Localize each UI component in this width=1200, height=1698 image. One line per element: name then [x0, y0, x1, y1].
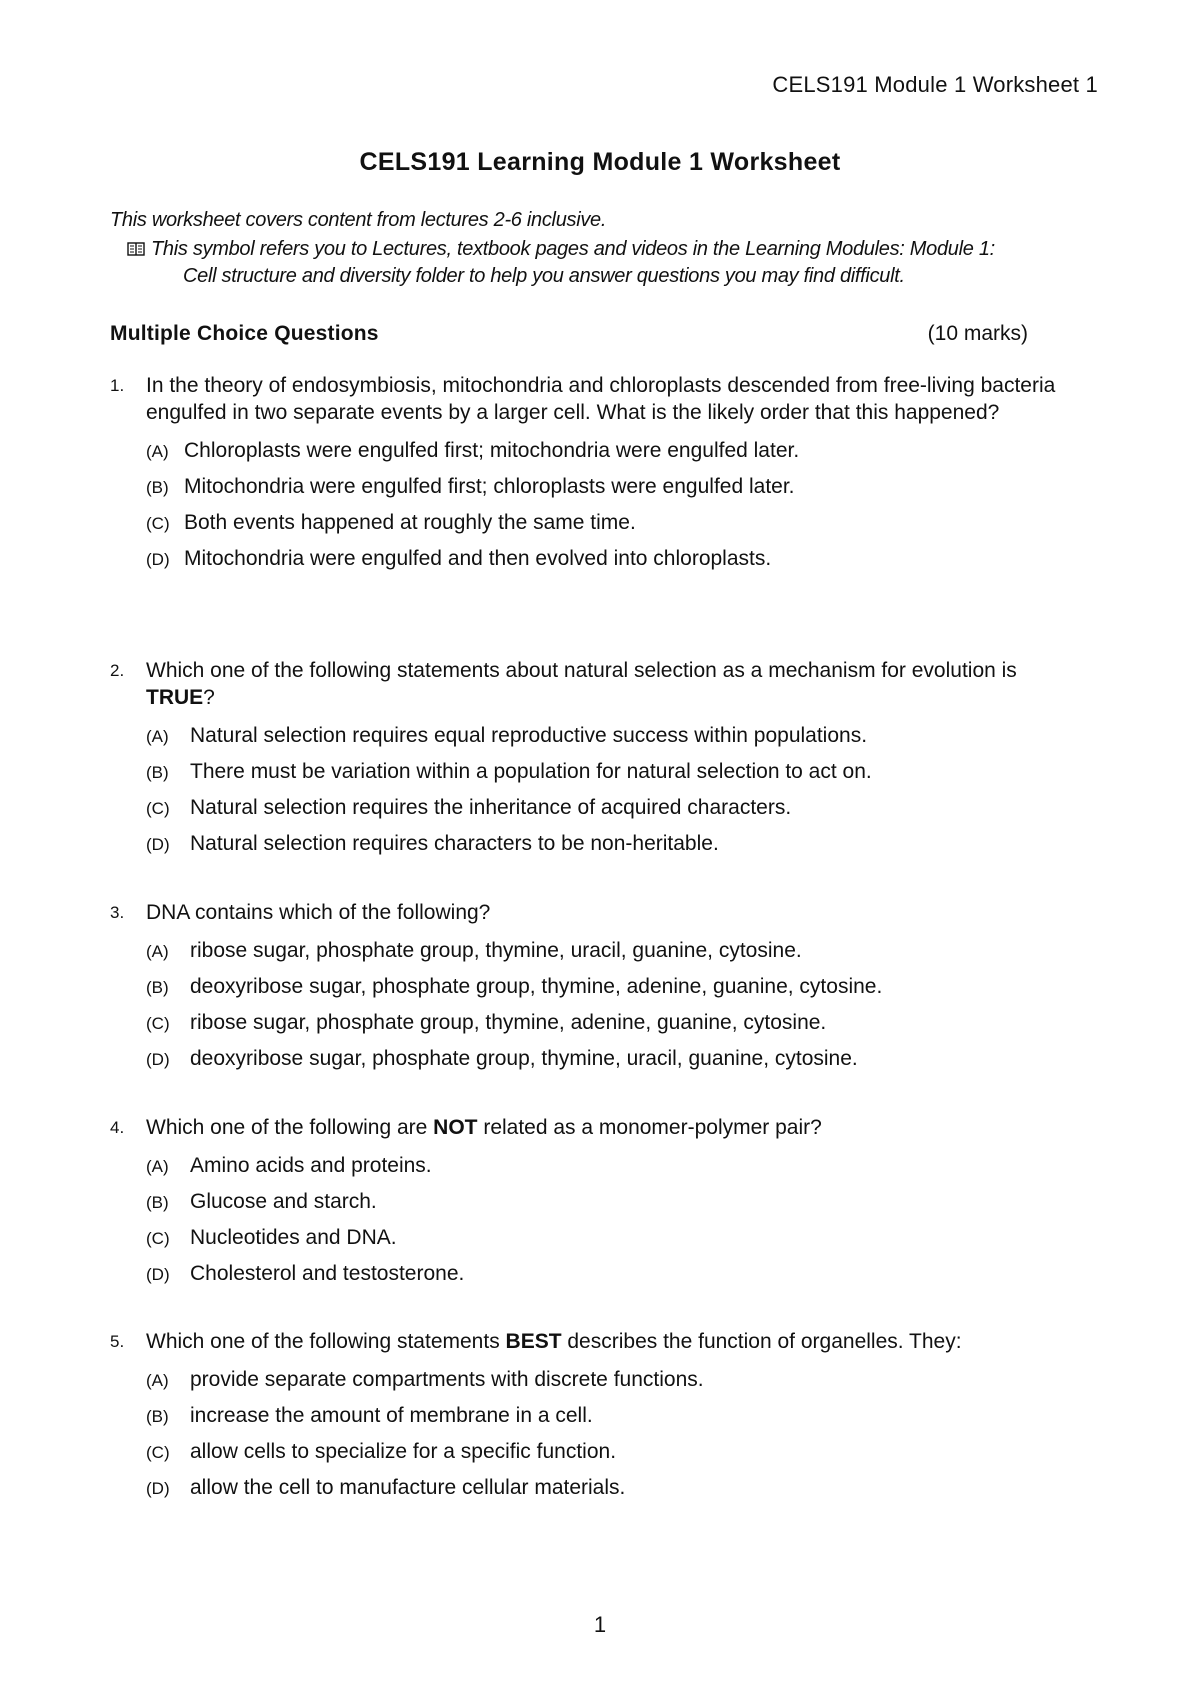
option-letter: (A): [146, 442, 169, 461]
question-1: [110, 372, 1090, 581]
option-text: Glucose and starch.: [190, 1190, 377, 1213]
book-icon: [127, 241, 145, 257]
question-3: [110, 899, 1090, 1081]
option-letter: (D): [146, 1265, 170, 1284]
option-letter: (C): [146, 1443, 170, 1462]
option-letter: (C): [146, 1014, 170, 1033]
answer-option-d[interactable]: [146, 1474, 1090, 1510]
answer-option-c[interactable]: [146, 509, 1090, 545]
answer-options: [110, 437, 1090, 581]
answer-option-d[interactable]: [146, 1260, 1090, 1296]
option-text: Cholesterol and testosterone.: [190, 1262, 465, 1285]
answer-option-c[interactable]: [146, 794, 1090, 830]
symbol-note-text-1: This symbol refers you to Lectures, textbook pages and videos in the Learning Modules: Module 1:: [151, 238, 995, 260]
intro-text: This worksheet covers content from lectures 2-6 inclusive.: [110, 209, 607, 231]
question-number: 3.: [110, 903, 125, 922]
option-text: increase the amount of membrane in a cell.: [190, 1404, 593, 1427]
option-letter: (B): [146, 1193, 169, 1212]
answer-option-a[interactable]: [146, 437, 1090, 473]
option-text: Amino acids and proteins.: [190, 1154, 432, 1177]
answer-option-b[interactable]: [146, 1188, 1090, 1224]
answer-option-a[interactable]: [146, 937, 1090, 973]
answer-option-b[interactable]: [146, 973, 1090, 1009]
question-emphasis: NOT: [433, 1116, 478, 1139]
answer-option-d[interactable]: [146, 830, 1090, 866]
option-text: Chloroplasts were engulfed first; mitochondria were engulfed later.: [184, 439, 800, 462]
question-emphasis: BEST: [505, 1330, 562, 1353]
section-heading: Multiple Choice Questions: [110, 322, 379, 345]
question-stem: [110, 372, 1090, 426]
answer-option-b[interactable]: [146, 758, 1090, 794]
option-text: Both events happened at roughly the same time.: [184, 511, 636, 534]
question-text-end: related as a monomer-polymer pair?: [477, 1116, 822, 1139]
question-stem: [110, 1114, 1090, 1141]
option-text: deoxyribose sugar, phosphate group, thymine, uracil, guanine, cytosine.: [190, 1047, 858, 1070]
option-letter: (B): [146, 978, 169, 997]
answer-options: [110, 722, 1090, 866]
question-stem: [110, 899, 1090, 926]
question-number: 5.: [110, 1332, 125, 1351]
question-text: In the theory of endosymbiosis, mitochondria and chloroplasts descended from free-living bacteria engulfed in two separate events by a larger cell. What is the likely order that this happened?: [146, 374, 1056, 424]
question-text: Which one of the following are: [146, 1116, 434, 1139]
answer-option-c[interactable]: [146, 1438, 1090, 1474]
section-marks: (10 marks): [927, 322, 1028, 345]
question-emphasis: TRUE: [146, 686, 204, 709]
question-number: 4.: [110, 1118, 125, 1137]
option-letter: (A): [146, 1157, 169, 1176]
question-stem: [110, 657, 1090, 711]
option-text: allow cells to specialize for a specific function.: [190, 1440, 617, 1463]
question-text-end: ?: [203, 686, 215, 709]
option-text: ribose sugar, phosphate group, thymine, uracil, guanine, cytosine.: [190, 939, 802, 962]
option-letter: (A): [146, 727, 169, 746]
question-text: Which one of the following statements about natural selection as a mechanism for evolution is: [146, 659, 1017, 682]
answer-option-c[interactable]: [146, 1224, 1090, 1260]
answer-option-a[interactable]: [146, 1152, 1090, 1188]
option-letter: (C): [146, 514, 170, 533]
running-header: CELS191 Module 1 Worksheet 1: [772, 72, 1098, 97]
answer-option-b[interactable]: [146, 1402, 1090, 1438]
answer-option-a[interactable]: [146, 1366, 1090, 1402]
option-text: Natural selection requires the inheritance of acquired characters.: [190, 796, 792, 819]
question-text: DNA contains which of the following?: [146, 901, 491, 924]
answer-option-a[interactable]: [146, 722, 1090, 758]
option-letter: (B): [146, 763, 169, 782]
symbol-note-line-2: Cell structure and diversity folder to help you answer questions you may find difficult.: [183, 265, 905, 287]
question-number: 2.: [110, 661, 125, 680]
option-text: Natural selection requires equal reproductive success within populations.: [190, 724, 868, 747]
option-letter: (D): [146, 1479, 170, 1498]
option-letter: (B): [146, 1407, 169, 1426]
option-letter: (D): [146, 835, 170, 854]
answer-option-b[interactable]: [146, 473, 1090, 509]
question-number: 1.: [110, 376, 125, 395]
page-number: 1: [593, 1612, 607, 1637]
option-text: deoxyribose sugar, phosphate group, thymine, adenine, guanine, cytosine.: [190, 975, 883, 998]
option-text: ribose sugar, phosphate group, thymine, adenine, guanine, cytosine.: [190, 1011, 827, 1034]
option-text: allow the cell to manufacture cellular materials.: [190, 1476, 626, 1499]
option-letter: (B): [146, 478, 169, 497]
question-4: [110, 1114, 1090, 1296]
question-2: [110, 657, 1090, 866]
question-5: [110, 1328, 1090, 1510]
question-text: Which one of the following statements: [146, 1330, 506, 1353]
option-letter: (D): [146, 550, 170, 569]
answer-options: [110, 937, 1090, 1081]
option-text: provide separate compartments with discrete functions.: [190, 1368, 704, 1391]
option-text: Mitochondria were engulfed and then evolved into chloroplasts.: [184, 547, 772, 570]
option-text: There must be variation within a population for natural selection to act on.: [190, 760, 872, 783]
answer-option-d[interactable]: [146, 545, 1090, 581]
option-letter: (C): [146, 1229, 170, 1248]
document-title: CELS191 Learning Module 1 Worksheet: [359, 148, 841, 176]
answer-option-c[interactable]: [146, 1009, 1090, 1045]
option-text: Nucleotides and DNA.: [190, 1226, 397, 1249]
answer-options: [110, 1152, 1090, 1296]
question-text-end: describes the function of organelles. They:: [561, 1330, 962, 1353]
option-letter: (A): [146, 942, 169, 961]
option-letter: (D): [146, 1050, 170, 1069]
option-letter: (C): [146, 799, 170, 818]
option-letter: (A): [146, 1371, 169, 1390]
option-text: Mitochondria were engulfed first; chloroplasts were engulfed later.: [184, 475, 795, 498]
symbol-note: [127, 236, 1127, 290]
question-stem: [110, 1328, 1090, 1355]
answer-option-d[interactable]: [146, 1045, 1090, 1081]
option-text: Natural selection requires characters to be non-heritable.: [190, 832, 719, 855]
symbol-note-line-1: [127, 236, 1127, 263]
answer-options: [110, 1366, 1090, 1510]
